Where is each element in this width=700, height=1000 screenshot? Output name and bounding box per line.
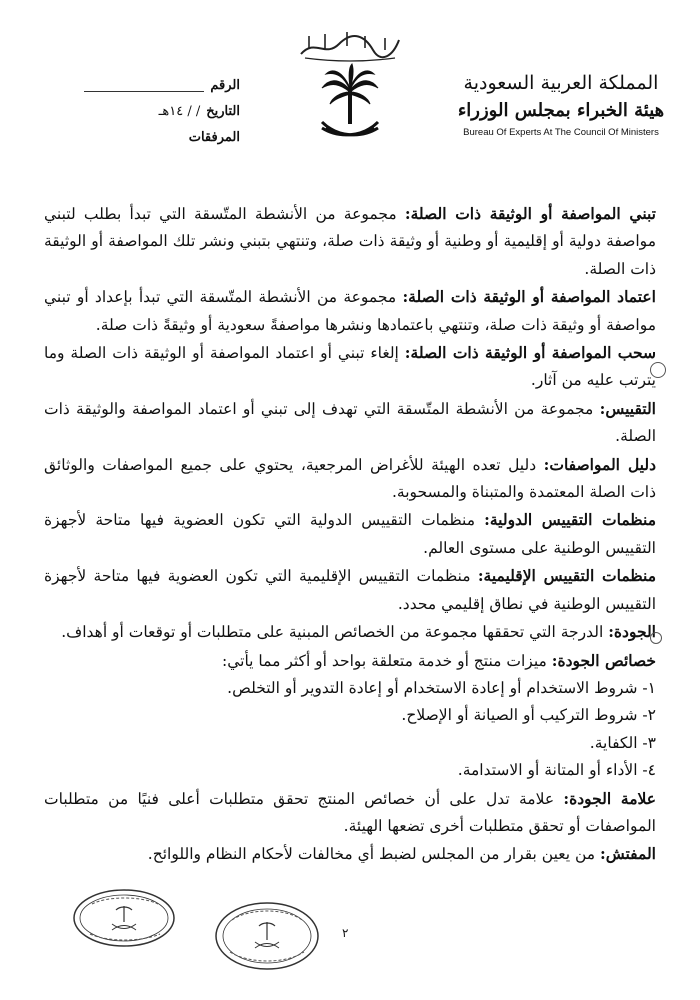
palm-swords-emblem-icon — [318, 62, 382, 144]
letterhead — [0, 0, 700, 170]
definition-text: مجموعة من الأنشطة المتّسقة التي تبدأ بإعداد أو تبني مواصفة أو وثيقة ذات صلة، وتنتهي باعتمادها ونشرها مواصفةً سعودية أو وثيقةً ذات صلة. — [44, 288, 656, 334]
definition-text: مجموعة من الأنشطة المتّسقة التي تهدف إلى تبني أو اعتماد المواصفة والوثيقة ذات الصلة. — [44, 399, 656, 446]
definition — [44, 506, 656, 562]
list-item: ٢- شروط التركيب أو الصيانة أو الإصلاح. — [401, 706, 656, 725]
definition — [44, 451, 656, 507]
definition-term: تبني المواصفة أو الوثيقة ذات الصلة: — [404, 204, 656, 223]
definition-text: منظمات التقييس الإقليمية التي تكون العضوية فيها متاحة لأجهزة التقييس الوطنية في نطاق إقليمي محدد. — [44, 567, 656, 613]
ref-date-value: / / ١٤هـ — [158, 103, 201, 119]
org-subname-ar: هيئة الخبراء بمجلس الوزراء — [457, 100, 665, 121]
definition-text: علامة تدل على أن خصائص المنتج تحقق متطلبات أعلى فنيًا من متطلبات المواصفات أو تحقق متطلبات أخرى تضعها الهيئة. — [44, 789, 656, 835]
definition-text: دليل تعده الهيئة للأغراض المرجعية، يحتوي على جميع المواصفات والوثائق ذات الصلة المعتمدة والمتبناة والمسحوبة. — [44, 455, 656, 502]
official-seal-icon — [72, 888, 176, 948]
definition-term: سحب المواصفة أو الوثيقة ذات الصلة: — [404, 343, 657, 363]
definition-text: منظمات التقييس الدولية التي تكون العضوية فيها متاحة لأجهزة التقييس الوطنية على مستوى العالم. — [44, 511, 656, 557]
definition — [44, 618, 656, 646]
definition-term: منظمات التقييس الإقليمية: — [477, 566, 656, 586]
list-item: ١- شروط الاستخدام أو إعادة الاستخدام أو إعادة التدوير أو التخلص. — [227, 678, 656, 697]
basmala-calligraphy — [295, 28, 405, 64]
ref-attachments-label: المرفقات — [188, 129, 240, 145]
organization-block — [446, 70, 676, 140]
definition-term: منظمات التقييس الدولية: — [484, 510, 656, 530]
reference-fields — [40, 72, 240, 150]
definition-text: مجموعة من الأنشطة المتّسقة التي تبدأ بطلب لتبني مواصفة دولية أو إقليمية أو وطنية أو وثيقة ذات صلة، وتنتهي بتبني ونشر تلك المواصفة أو الوثيقة ذات الصلة. — [44, 205, 656, 278]
definition — [44, 339, 656, 395]
definition-text: الدرجة التي تحققها مجموعة من الخصائص المبنية على متطلبات أو توقعات أو أهداف. — [61, 623, 609, 642]
document-body — [44, 200, 656, 869]
definition-term: المفتش: — [600, 844, 656, 864]
definition-text: إلغاء تبني أو اعتماد المواصفة أو الوثيقة ذات الصلة وما يترتب عليه من آثار. — [44, 344, 656, 390]
definition-term: علامة الجودة: — [563, 788, 656, 808]
definition — [44, 840, 656, 868]
margin-circle-icon — [650, 362, 666, 378]
ref-number-label: الرقم — [210, 77, 240, 93]
ref-number-row — [40, 72, 240, 98]
ref-date-label: التاريخ — [206, 103, 240, 119]
margin-circle-icon — [650, 632, 662, 644]
ref-attachments-row — [40, 124, 240, 150]
org-name-en: Bureau Of Experts At The Council Of Ministers — [463, 127, 659, 138]
ref-number-line — [84, 79, 204, 92]
definition — [44, 562, 656, 618]
definition-text: من يعين بقرار من المجلس لضبط أي مخالفات لأحكام النظام واللوائح. — [147, 845, 600, 864]
ref-date-row — [40, 98, 240, 124]
definition — [44, 200, 656, 283]
page-number: ٢ — [342, 926, 349, 940]
definition — [44, 647, 656, 675]
definition — [44, 395, 656, 451]
list-item: ٤- الأداء أو المتانة أو الاستدامة. — [457, 761, 656, 780]
definition-term: دليل المواصفات: — [543, 454, 656, 474]
official-seal-icon — [214, 900, 320, 972]
definition — [44, 785, 656, 841]
org-name-ar: المملكة العربية السعودية — [463, 72, 659, 94]
definition-term: الجودة: — [608, 622, 656, 642]
definition-term: التقييس: — [599, 398, 656, 418]
definition — [44, 283, 656, 339]
definition-text: ميزات منتج أو خدمة متعلقة بواحد أو أكثر مما يأتي: — [222, 651, 552, 670]
definition-term: اعتماد المواصفة أو الوثيقة ذات الصلة: — [402, 287, 656, 307]
definition-term: خصائص الجودة: — [551, 650, 656, 670]
list-item: ٣- الكفاية. — [589, 733, 656, 752]
